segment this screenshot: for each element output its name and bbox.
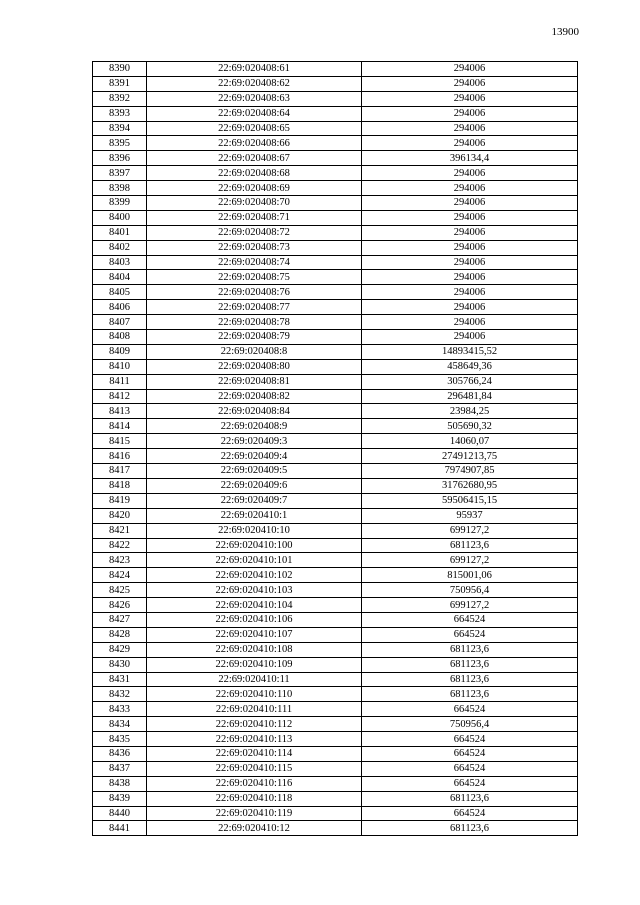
table-row — [93, 91, 578, 106]
table-row — [93, 478, 578, 493]
value-cell: 294006 — [362, 62, 578, 77]
cadastral-number-cell: 22:69:020409:6 — [147, 478, 362, 493]
cadastral-number-cell: 22:69:020408:67 — [147, 151, 362, 166]
row-number-cell: 8407 — [93, 315, 147, 330]
row-number-cell: 8421 — [93, 523, 147, 538]
cadastral-number-cell: 22:69:020410:110 — [147, 687, 362, 702]
table-row — [93, 270, 578, 285]
cadastral-number-cell: 22:69:020408:75 — [147, 270, 362, 285]
cadastral-number-cell: 22:69:020410:10 — [147, 523, 362, 538]
cadastral-number-cell: 22:69:020408:8 — [147, 344, 362, 359]
table-row — [93, 240, 578, 255]
value-cell: 664524 — [362, 612, 578, 627]
cadastral-number-cell: 22:69:020410:113 — [147, 732, 362, 747]
value-cell: 505690,32 — [362, 419, 578, 434]
row-number-cell: 8440 — [93, 806, 147, 821]
table-row — [93, 776, 578, 791]
table-row — [93, 687, 578, 702]
cadastral-number-cell: 22:69:020408:82 — [147, 389, 362, 404]
value-cell: 294006 — [362, 210, 578, 225]
value-cell: 23984,25 — [362, 404, 578, 419]
table-row — [93, 627, 578, 642]
table-row — [93, 761, 578, 776]
row-number-cell: 8412 — [93, 389, 147, 404]
value-cell: 294006 — [362, 240, 578, 255]
row-number-cell: 8390 — [93, 62, 147, 77]
value-cell: 664524 — [362, 627, 578, 642]
cadastral-number-cell: 22:69:020408:81 — [147, 374, 362, 389]
registry-table-body — [93, 62, 578, 836]
cadastral-number-cell: 22:69:020410:101 — [147, 553, 362, 568]
value-cell: 14893415,52 — [362, 344, 578, 359]
cadastral-number-cell: 22:69:020408:72 — [147, 225, 362, 240]
cadastral-number-cell: 22:69:020408:80 — [147, 359, 362, 374]
cadastral-number-cell: 22:69:020408:84 — [147, 404, 362, 419]
cadastral-number-cell: 22:69:020410:106 — [147, 612, 362, 627]
cadastral-number-cell: 22:69:020410:119 — [147, 806, 362, 821]
cadastral-number-cell: 22:69:020408:68 — [147, 166, 362, 181]
cadastral-number-cell: 22:69:020409:3 — [147, 434, 362, 449]
table-row — [93, 330, 578, 345]
value-cell: 27491213,75 — [362, 449, 578, 464]
row-number-cell: 8424 — [93, 568, 147, 583]
value-cell: 294006 — [362, 255, 578, 270]
table-row — [93, 672, 578, 687]
row-number-cell: 8399 — [93, 196, 147, 211]
row-number-cell: 8425 — [93, 583, 147, 598]
table-row — [93, 464, 578, 479]
cadastral-number-cell: 22:69:020410:116 — [147, 776, 362, 791]
value-cell: 681123,6 — [362, 672, 578, 687]
row-number-cell: 8432 — [93, 687, 147, 702]
value-cell: 664524 — [362, 746, 578, 761]
table-row — [93, 106, 578, 121]
row-number-cell: 8408 — [93, 330, 147, 345]
value-cell: 681123,6 — [362, 791, 578, 806]
page-number: 13900 — [551, 26, 579, 38]
value-cell: 681123,6 — [362, 642, 578, 657]
value-cell: 396134,4 — [362, 151, 578, 166]
value-cell: 681123,6 — [362, 538, 578, 553]
row-number-cell: 8428 — [93, 627, 147, 642]
cadastral-number-cell: 22:69:020408:64 — [147, 106, 362, 121]
value-cell: 294006 — [362, 136, 578, 151]
table-row — [93, 300, 578, 315]
row-number-cell: 8395 — [93, 136, 147, 151]
cadastral-number-cell: 22:69:020408:71 — [147, 210, 362, 225]
row-number-cell: 8430 — [93, 657, 147, 672]
value-cell: 664524 — [362, 702, 578, 717]
row-number-cell: 8437 — [93, 761, 147, 776]
row-number-cell: 8435 — [93, 732, 147, 747]
value-cell: 699127,2 — [362, 598, 578, 613]
cadastral-number-cell: 22:69:020410:104 — [147, 598, 362, 613]
table-row — [93, 568, 578, 583]
row-number-cell: 8420 — [93, 508, 147, 523]
registry-table — [92, 61, 578, 836]
value-cell: 750956,4 — [362, 583, 578, 598]
value-cell: 681123,6 — [362, 687, 578, 702]
value-cell: 664524 — [362, 761, 578, 776]
value-cell: 294006 — [362, 330, 578, 345]
cadastral-number-cell: 22:69:020410:11 — [147, 672, 362, 687]
table-row — [93, 434, 578, 449]
table-row — [93, 449, 578, 464]
value-cell: 294006 — [362, 181, 578, 196]
row-number-cell: 8414 — [93, 419, 147, 434]
cadastral-number-cell: 22:69:020410:102 — [147, 568, 362, 583]
value-cell: 296481,84 — [362, 389, 578, 404]
row-number-cell: 8391 — [93, 76, 147, 91]
row-number-cell: 8406 — [93, 300, 147, 315]
row-number-cell: 8436 — [93, 746, 147, 761]
table-row — [93, 389, 578, 404]
value-cell: 664524 — [362, 806, 578, 821]
value-cell: 7974907,85 — [362, 464, 578, 479]
value-cell: 294006 — [362, 270, 578, 285]
cadastral-number-cell: 22:69:020408:9 — [147, 419, 362, 434]
value-cell: 294006 — [362, 166, 578, 181]
value-cell: 294006 — [362, 225, 578, 240]
row-number-cell: 8413 — [93, 404, 147, 419]
table-row — [93, 821, 578, 836]
row-number-cell: 8438 — [93, 776, 147, 791]
value-cell: 294006 — [362, 121, 578, 136]
row-number-cell: 8419 — [93, 493, 147, 508]
row-number-cell: 8401 — [93, 225, 147, 240]
value-cell: 750956,4 — [362, 717, 578, 732]
row-number-cell: 8393 — [93, 106, 147, 121]
table-row — [93, 717, 578, 732]
row-number-cell: 8426 — [93, 598, 147, 613]
row-number-cell: 8397 — [93, 166, 147, 181]
cadastral-number-cell: 22:69:020410:12 — [147, 821, 362, 836]
cadastral-number-cell: 22:69:020410:1 — [147, 508, 362, 523]
cadastral-number-cell: 22:69:020410:108 — [147, 642, 362, 657]
value-cell: 681123,6 — [362, 821, 578, 836]
cadastral-number-cell: 22:69:020410:118 — [147, 791, 362, 806]
table-row — [93, 791, 578, 806]
value-cell: 815001,06 — [362, 568, 578, 583]
row-number-cell: 8409 — [93, 344, 147, 359]
table-row — [93, 210, 578, 225]
table-row — [93, 344, 578, 359]
table-row — [93, 225, 578, 240]
row-number-cell: 8429 — [93, 642, 147, 657]
cadastral-number-cell: 22:69:020410:100 — [147, 538, 362, 553]
table-row — [93, 151, 578, 166]
table-row — [93, 136, 578, 151]
cadastral-number-cell: 22:69:020408:70 — [147, 196, 362, 211]
row-number-cell: 8405 — [93, 285, 147, 300]
cadastral-number-cell: 22:69:020408:77 — [147, 300, 362, 315]
table-row — [93, 493, 578, 508]
cadastral-number-cell: 22:69:020408:73 — [147, 240, 362, 255]
cadastral-number-cell: 22:69:020410:115 — [147, 761, 362, 776]
table-row — [93, 255, 578, 270]
table-row — [93, 732, 578, 747]
row-number-cell: 8403 — [93, 255, 147, 270]
table-row — [93, 657, 578, 672]
value-cell: 294006 — [362, 91, 578, 106]
table-row — [93, 419, 578, 434]
value-cell: 294006 — [362, 285, 578, 300]
value-cell: 664524 — [362, 776, 578, 791]
table-row — [93, 285, 578, 300]
value-cell: 294006 — [362, 300, 578, 315]
row-number-cell: 8411 — [93, 374, 147, 389]
table-row — [93, 508, 578, 523]
cadastral-number-cell: 22:69:020408:65 — [147, 121, 362, 136]
cadastral-number-cell: 22:69:020409:7 — [147, 493, 362, 508]
cadastral-number-cell: 22:69:020408:78 — [147, 315, 362, 330]
table-row — [93, 702, 578, 717]
row-number-cell: 8398 — [93, 181, 147, 196]
value-cell: 699127,2 — [362, 523, 578, 538]
table-row — [93, 181, 578, 196]
row-number-cell: 8427 — [93, 612, 147, 627]
cadastral-number-cell: 22:69:020410:109 — [147, 657, 362, 672]
cadastral-number-cell: 22:69:020409:5 — [147, 464, 362, 479]
value-cell: 294006 — [362, 315, 578, 330]
table-row — [93, 359, 578, 374]
cadastral-number-cell: 22:69:020410:114 — [147, 746, 362, 761]
cadastral-number-cell: 22:69:020408:61 — [147, 62, 362, 77]
value-cell: 14060,07 — [362, 434, 578, 449]
table-row — [93, 553, 578, 568]
row-number-cell: 8394 — [93, 121, 147, 136]
table-row — [93, 806, 578, 821]
row-number-cell: 8415 — [93, 434, 147, 449]
cadastral-number-cell: 22:69:020410:111 — [147, 702, 362, 717]
table-row — [93, 196, 578, 211]
row-number-cell: 8441 — [93, 821, 147, 836]
cadastral-number-cell: 22:69:020408:74 — [147, 255, 362, 270]
cadastral-number-cell: 22:69:020410:112 — [147, 717, 362, 732]
cadastral-number-cell: 22:69:020408:66 — [147, 136, 362, 151]
row-number-cell: 8404 — [93, 270, 147, 285]
cadastral-number-cell: 22:69:020408:76 — [147, 285, 362, 300]
table-row — [93, 315, 578, 330]
row-number-cell: 8416 — [93, 449, 147, 464]
value-cell: 59506415,15 — [362, 493, 578, 508]
table-row — [93, 538, 578, 553]
value-cell: 305766,24 — [362, 374, 578, 389]
row-number-cell: 8410 — [93, 359, 147, 374]
cadastral-number-cell: 22:69:020408:63 — [147, 91, 362, 106]
table-row — [93, 121, 578, 136]
table-row — [93, 62, 578, 77]
row-number-cell: 8400 — [93, 210, 147, 225]
value-cell: 699127,2 — [362, 553, 578, 568]
row-number-cell: 8431 — [93, 672, 147, 687]
row-number-cell: 8434 — [93, 717, 147, 732]
cadastral-number-cell: 22:69:020408:79 — [147, 330, 362, 345]
cadastral-number-cell: 22:69:020410:103 — [147, 583, 362, 598]
value-cell: 95937 — [362, 508, 578, 523]
value-cell: 294006 — [362, 76, 578, 91]
table-row — [93, 374, 578, 389]
cadastral-number-cell: 22:69:020410:107 — [147, 627, 362, 642]
row-number-cell: 8418 — [93, 478, 147, 493]
cadastral-number-cell: 22:69:020409:4 — [147, 449, 362, 464]
table-row — [93, 612, 578, 627]
value-cell: 294006 — [362, 196, 578, 211]
cadastral-number-cell: 22:69:020408:69 — [147, 181, 362, 196]
value-cell: 681123,6 — [362, 657, 578, 672]
row-number-cell: 8422 — [93, 538, 147, 553]
value-cell: 664524 — [362, 732, 578, 747]
row-number-cell: 8417 — [93, 464, 147, 479]
value-cell: 31762680,95 — [362, 478, 578, 493]
table-row — [93, 523, 578, 538]
value-cell: 294006 — [362, 106, 578, 121]
table-row — [93, 583, 578, 598]
table-row — [93, 642, 578, 657]
table-row — [93, 598, 578, 613]
table-row — [93, 746, 578, 761]
table-row — [93, 166, 578, 181]
table-row — [93, 76, 578, 91]
table-row — [93, 404, 578, 419]
row-number-cell: 8402 — [93, 240, 147, 255]
row-number-cell: 8439 — [93, 791, 147, 806]
cadastral-number-cell: 22:69:020408:62 — [147, 76, 362, 91]
row-number-cell: 8423 — [93, 553, 147, 568]
value-cell: 458649,36 — [362, 359, 578, 374]
row-number-cell: 8396 — [93, 151, 147, 166]
row-number-cell: 8392 — [93, 91, 147, 106]
row-number-cell: 8433 — [93, 702, 147, 717]
